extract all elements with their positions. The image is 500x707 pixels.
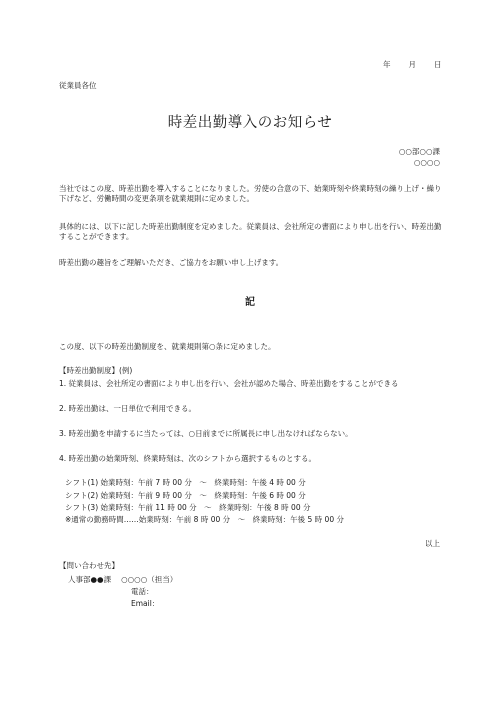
rule-item: 4. 時差出勤の始業時刻、終業時刻は、次のシフトから選択するものとする。 — [59, 454, 317, 463]
shift-line: シフト(2) 始業時刻：午前 9 時 00 分 ～ 終業時刻：午後 6 時 00 分 — [65, 491, 306, 500]
contact-person: ○○○○（担当） — [121, 575, 178, 584]
details-intro: この度、以下の時差出勤制度を、就業規則第○条に定めました。 — [59, 342, 276, 351]
sender-department: ○○部○○課 — [398, 147, 440, 156]
sender-name: ○○○○ — [413, 158, 440, 167]
date-day-label: 日 — [434, 60, 442, 69]
shift-line: シフト(1) 始業時刻：午前 7 時 00 分 ～ 終業時刻：午後 4 時 00 分 — [65, 478, 306, 487]
ki-heading: 記 — [245, 297, 255, 308]
rule-item: 3. 時差出勤を申請するに当たっては、○日前までに所属長に申し出なければならない。 — [59, 429, 353, 438]
contact-heading: 【問い合わせ先】 — [59, 561, 119, 570]
document-title: 時差出勤導入のお知らせ — [167, 115, 333, 131]
contact-phone-label: 電話： — [131, 587, 154, 596]
section-title: 【時差出勤制度】(例) — [59, 366, 133, 375]
body-paragraph-1: 当社ではこの度、時差出勤を導入することになりました。労使の合意の下、始業時刻や終業時刻の繰り上げ・繰り下げなど、労働時間の変更条項を就業規則に定めました。 — [59, 184, 442, 204]
contact-email-label: Email： — [131, 599, 160, 608]
rule-item: 2. 時差出勤は、一日単位で利用できる。 — [59, 404, 197, 413]
document-date — [383, 60, 442, 70]
contact-department: 人事部●●課 — [68, 575, 112, 584]
rule-item: 1. 従業員は、会社所定の書面により申し出を行い、会社が認めた場合、時差出勤をすることができる — [59, 379, 399, 388]
body-paragraph-2: 具体的には、以下に記した時差出勤制度を定めました。従業員は、会社所定の書面により申し出を行い、時差出勤することができます。 — [59, 222, 442, 242]
recipient: 従業員各位 — [59, 81, 97, 90]
shift-line: シフト(3) 始業時刻：午前 11 時 00 分 ～ 終業時刻：午後 8 時 00 分 — [65, 503, 311, 512]
body-paragraph-3: 時差出勤の趣旨をご理解いただき、ご協力をお願い申し上げます。 — [59, 258, 284, 267]
contact-line — [68, 575, 177, 585]
date-month-label: 月 — [408, 60, 416, 69]
date-year-label: 年 — [383, 60, 391, 69]
normal-hours-note: ※通常の勤務時間……始業時刻：午前 8 時 00 分 ～ 終業時刻：午後 5 時 00 分 — [65, 515, 344, 524]
closing-mark: 以上 — [425, 539, 440, 548]
